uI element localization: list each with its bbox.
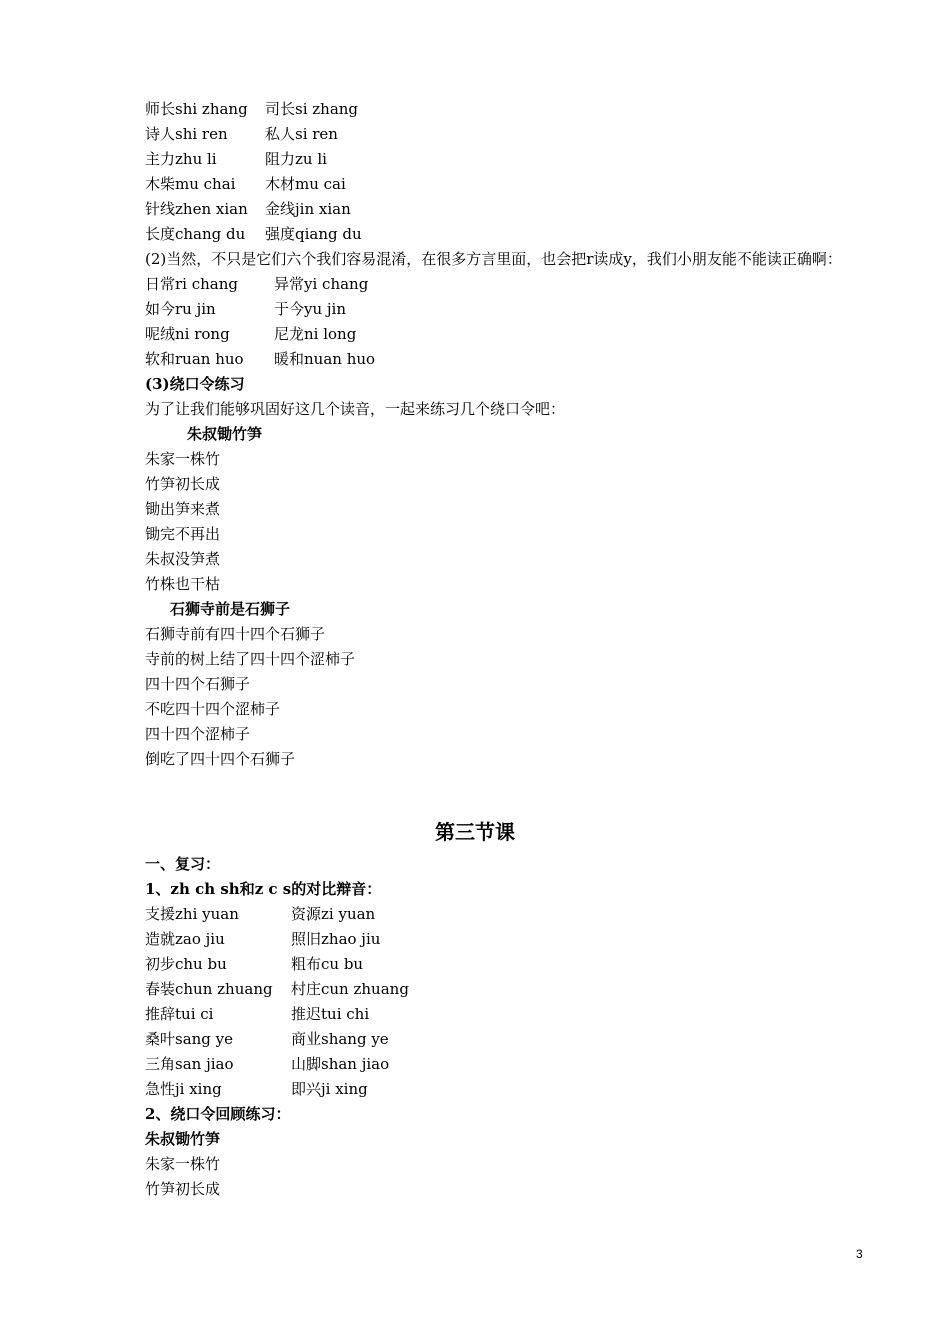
- word-left: 造就zao jiu: [145, 930, 225, 948]
- word-pair: [145, 1027, 875, 1052]
- word-pair: [145, 272, 875, 297]
- paragraph-r-y: (2)当然，不只是它们六个我们容易混淆，在很多方言里面，也会把r读成y，我们小朋友能不能读正确啊：: [145, 250, 842, 268]
- page-number: 3: [856, 1247, 863, 1261]
- intro-text: 为了让我们能够巩固好这几个读音，一起来练习几个绕口令吧：: [145, 400, 566, 418]
- word-right: 暖和nuan huo: [274, 350, 376, 368]
- word-pair: [145, 322, 875, 347]
- poem-line: 倒吃了四十四个石狮子: [145, 750, 296, 768]
- word-pair: [145, 1002, 875, 1027]
- poem-title: 石狮寺前是石狮子: [170, 600, 291, 618]
- pair-list-3: [145, 902, 875, 1102]
- poem-title: 朱叔锄竹笋: [187, 425, 263, 443]
- word-left: 诗人shi ren: [145, 125, 228, 143]
- word-left: 初步chu bu: [145, 955, 227, 973]
- word-pair: [145, 347, 875, 372]
- word-right: 商业shang ye: [291, 1030, 389, 1048]
- word-right: 照旧zhao jiu: [291, 930, 381, 948]
- review2-heading: 2、绕口令回顾练习：: [145, 1105, 291, 1123]
- word-right: 木材mu cai: [265, 175, 346, 193]
- poem-line: 石狮寺前有四十四个石狮子: [145, 625, 326, 643]
- section-heading-tongue-twister: (3)绕口令练习: [145, 375, 245, 393]
- document-page: [145, 97, 875, 1202]
- poem-line: 四十四个涩柿子: [145, 725, 251, 743]
- word-right: 粗布cu bu: [291, 955, 364, 973]
- word-right: 异常yi chang: [274, 275, 369, 293]
- poem-1: [145, 447, 875, 597]
- word-pair: [145, 927, 875, 952]
- lesson-title: 第三节课: [435, 820, 515, 844]
- poem-line: 锄出笋来煮: [145, 500, 221, 518]
- word-left: 主力zhu li: [145, 150, 217, 168]
- word-left: 呢绒ni rong: [145, 325, 230, 343]
- word-right: 强度qiang du: [265, 225, 362, 243]
- word-right: 推迟tui chi: [291, 1005, 370, 1023]
- pair-list-1: [145, 97, 875, 247]
- word-right: 村庄cun zhuang: [291, 980, 409, 998]
- word-left: 日常ri chang: [145, 275, 239, 293]
- contrast-heading: 1、zh ch sh和z c s的对比辩音：: [145, 880, 382, 898]
- word-right: 金线jin xian: [265, 200, 351, 218]
- word-right: 尼龙ni long: [274, 325, 357, 343]
- review-heading: 一、复习：: [145, 855, 221, 873]
- word-left: 长度chang du: [145, 225, 246, 243]
- review-poem-title: 朱叔锄竹笋: [145, 1130, 221, 1148]
- word-left: 春装chun zhuang: [145, 980, 273, 998]
- pair-list-2: [145, 272, 875, 372]
- word-right: 即兴ji xing: [291, 1080, 368, 1098]
- word-right: 阻力zu li: [265, 150, 327, 168]
- poem-line: 不吃四十四个涩柿子: [145, 700, 281, 718]
- word-pair: [145, 952, 875, 977]
- word-pair: [145, 222, 875, 247]
- word-pair: [145, 97, 875, 122]
- word-left: 师长shi zhang: [145, 100, 248, 118]
- poem-line: 锄完不再出: [145, 525, 221, 543]
- word-right: 于今yu jin: [274, 300, 347, 318]
- poem-line: 四十四个石狮子: [145, 675, 251, 693]
- word-pair: [145, 1052, 875, 1077]
- word-pair: [145, 977, 875, 1002]
- word-right: 资源zi yuan: [291, 905, 376, 923]
- poem-line: 竹笋初长成: [145, 475, 221, 493]
- word-pair: [145, 122, 875, 147]
- word-left: 支援zhi yuan: [145, 905, 239, 923]
- word-pair: [145, 172, 875, 197]
- word-pair: [145, 197, 875, 222]
- word-left: 针线zhen xian: [145, 200, 248, 218]
- poem-line: 朱家一株竹: [145, 450, 221, 468]
- word-right: 私人si ren: [265, 125, 338, 143]
- word-pair: [145, 1077, 875, 1102]
- word-pair: [145, 902, 875, 927]
- word-pair: [145, 297, 875, 322]
- word-left: 木柴mu chai: [145, 175, 236, 193]
- word-right: 司长si zhang: [265, 100, 359, 118]
- poem-2: [145, 622, 875, 772]
- word-left: 软和ruan huo: [145, 350, 244, 368]
- word-left: 急性ji xing: [145, 1080, 222, 1098]
- word-right: 山脚shan jiao: [291, 1055, 390, 1073]
- poem-line: 竹笋初长成: [145, 1180, 221, 1198]
- word-left: 三角san jiao: [145, 1055, 234, 1073]
- poem-line: 寺前的树上结了四十四个涩柿子: [145, 650, 356, 668]
- word-pair: [145, 147, 875, 172]
- poem-line: 竹株也干枯: [145, 575, 221, 593]
- word-left: 如今ru jin: [145, 300, 216, 318]
- word-left: 推辞tui ci: [145, 1005, 214, 1023]
- poem-line: 朱叔没笋煮: [145, 550, 221, 568]
- word-left: 桑叶sang ye: [145, 1030, 234, 1048]
- poem-line: 朱家一株竹: [145, 1155, 221, 1173]
